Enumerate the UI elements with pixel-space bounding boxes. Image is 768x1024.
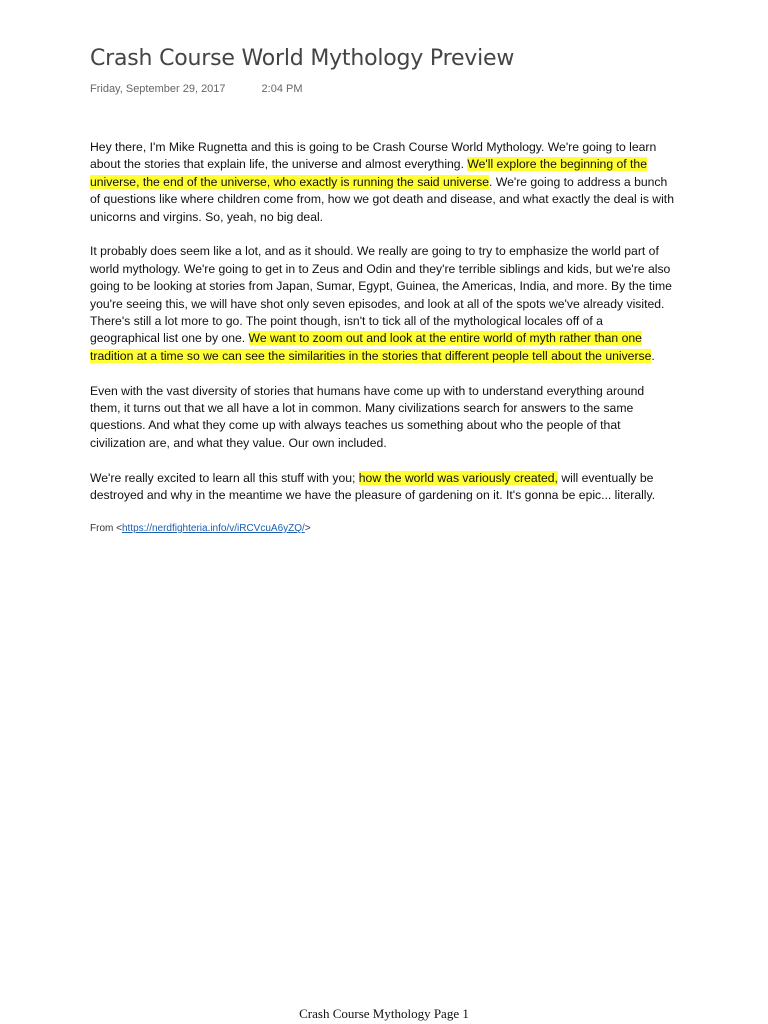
note-time: 2:04 PM [261, 83, 303, 95]
paragraph-2 [90, 243, 676, 365]
paragraph-3 [90, 383, 676, 453]
page-title: Crash Course World Mythology Preview [90, 46, 515, 71]
paragraph-text: Even with the vast diversity of stories that humans have come up with to understand everything around them, it turns out that we all have a lot in common. Many civilizations search for answers to the same questions. And what they come up with always teaches us something about who the people of that civilization are, and what they value. Our own included. [90, 383, 645, 450]
highlighted-text: We'll explore the beginning of the universe, the end of the universe, who exactly is running the said universe [90, 157, 647, 189]
paragraph-text: will eventually be destroyed and why in the meantime we have the pleasure of gardening on it. It's gonna be epic... literally. [90, 470, 656, 503]
source-prefix: From < [90, 522, 122, 534]
paragraph-text: It probably does seem like a lot, and as it should. We really are going to try to emphasize the world part of world mythology. We're going to get in to Zeus and Odin and they're terrible siblings and kids, but we're also going to be looking at stories from Japan, Sumar, Egypt, Guinea, the Americas, India, and more. By the time you're seeing this, we will have shot only seven episodes, and look at all of the spots we've already visited. There's still a lot more to go. The point though, isn't to tick all of the mythological locales off of a geographical list one by one. [90, 244, 672, 346]
source-suffix: > [304, 522, 311, 534]
page-footer: Crash Course Mythology Page 1 [299, 1006, 469, 1021]
paragraph-text: Hey there, I'm Mike Rugnetta and this is going to be Crash Course World Mythology. We're going to learn about the stories that explain life, the universe and almost everything. [90, 140, 657, 172]
paragraph-text: We're really excited to learn all this stuff with you; [90, 470, 359, 485]
paragraph-text: . We're going to address a bunch of questions like where children come from, how we got death and disease, and what exactly the deal is with unicorns and virgins. So, yeah, no big deal. [90, 174, 674, 224]
paragraph-text: . [651, 348, 655, 363]
highlighted-text: how the world was variously created, [358, 470, 558, 485]
note-date: Friday, September 29, 2017 [90, 83, 226, 95]
note-body [90, 139, 676, 536]
note-timestamp [90, 83, 303, 95]
paragraph-4 [90, 470, 676, 505]
highlighted-text: We want to zoom out and look at the entire world of myth rather than one tradition at a time so we can see the similarities in the stories that different people tell about the universe [90, 331, 652, 363]
source-citation [90, 522, 676, 536]
paragraph-1 [90, 139, 676, 226]
source-link[interactable]: https://nerdfighteria.info/v/iRCVcuA6yZQ/ [121, 522, 305, 534]
